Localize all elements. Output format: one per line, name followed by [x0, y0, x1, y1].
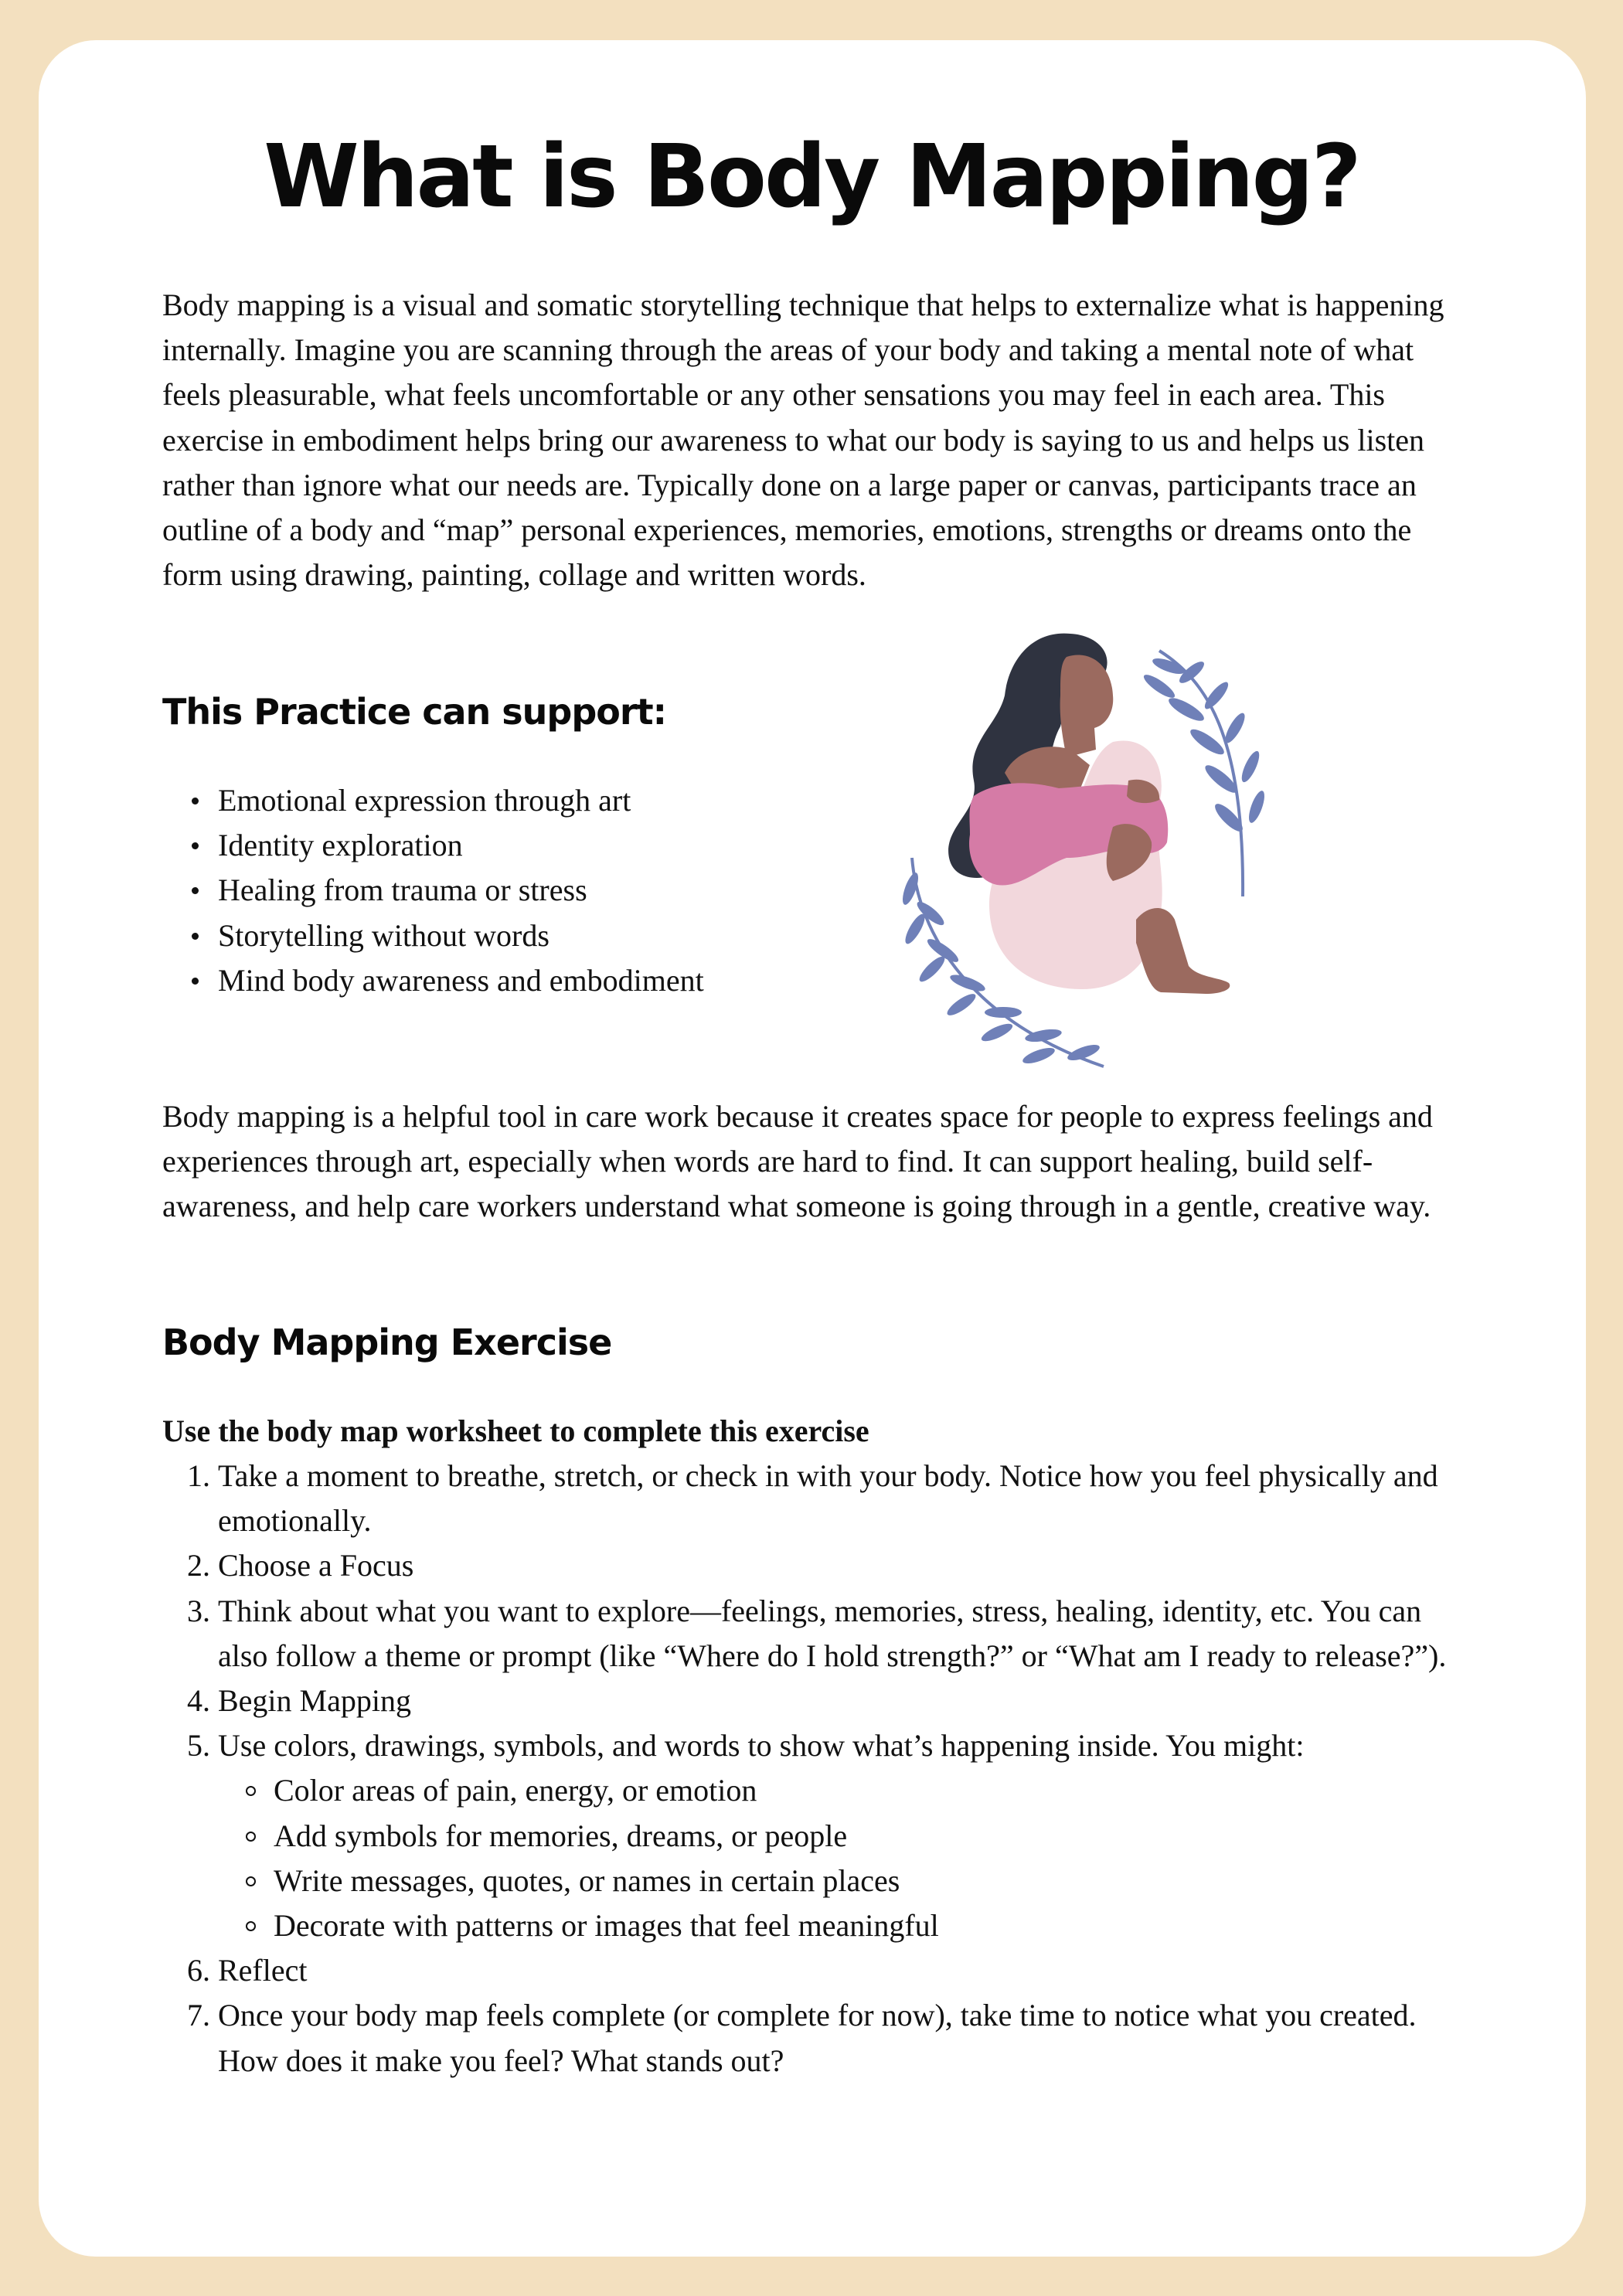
list-item: Identity exploration [162, 823, 704, 868]
step-number: 2. [187, 1548, 210, 1583]
page-title: What is Body Mapping? [264, 127, 1359, 227]
list-item: Storytelling without words [162, 913, 704, 958]
care-paragraph: Body mapping is a helpful tool in care work because it creates space for people to express feelings and experiences through art, especially when words are hard to find. It can support healing, build self-awareness, and help care workers understand what someone is going through in a gentle, creative way. [162, 1099, 1433, 1224]
step-text: Reflect [218, 1953, 308, 1988]
step-text: Choose a Focus [218, 1548, 414, 1583]
step-text: Use colors, drawings, symbols, and words to show what’s happening inside. You might: [218, 1728, 1305, 1764]
exercise-steps [162, 1454, 1468, 2083]
list-item: Healing from trauma or stress [162, 868, 704, 913]
face-shape [1060, 655, 1114, 757]
list-item: Color areas of pain, energy, or emotion [218, 1768, 1468, 1813]
step-number: 5. [187, 1728, 210, 1764]
woman-hugging-knees-illustration [881, 626, 1314, 1074]
step-number: 4. [187, 1683, 210, 1719]
step-number: 7. [187, 1998, 210, 2033]
exercise-heading: Body Mapping Exercise [162, 1321, 612, 1363]
list-item [162, 1993, 1468, 2083]
step-text: Once your body map feels complete (or complete for now), take time to notice what you created. How does it make you feel? What stands out? [218, 1998, 1417, 2078]
step-text: Begin Mapping [218, 1683, 411, 1719]
step-text: Take a moment to breathe, stretch, or check in with your body. Notice how you feel physically and emotionally. [218, 1458, 1438, 1539]
step-number: 6. [187, 1953, 210, 1988]
list-item: Mind body awareness and embodiment [162, 958, 704, 1003]
leg-shape [1136, 908, 1230, 994]
support-list [162, 778, 704, 1003]
sub-list [218, 1768, 1468, 1948]
step-number: 3. [187, 1593, 210, 1628]
support-heading: This Practice can support: [162, 691, 666, 733]
list-item: Write messages, quotes, or names in certain places [218, 1859, 1468, 1903]
list-item [162, 1948, 1468, 1993]
list-item [162, 1543, 1468, 1588]
list-item [162, 1679, 1468, 1723]
list-item: Decorate with patterns or images that feel meaningful [218, 1903, 1468, 1948]
exercise-lead: Use the body map worksheet to complete this exercise [162, 1413, 869, 1448]
step-text: Think about what you want to explore—feelings, memories, stress, healing, identity, etc. You can also follow a theme or prompt (like “Where do I hold strength?” or “What am I ready to release?”). [218, 1593, 1447, 1673]
list-item: Emotional expression through art [162, 778, 704, 823]
list-item [162, 1454, 1468, 1543]
list-item [162, 1723, 1468, 1948]
list-item [162, 1589, 1468, 1679]
list-item: Add symbols for memories, dreams, or people [218, 1814, 1468, 1859]
step-number: 1. [187, 1458, 210, 1493]
intro-paragraph: Body mapping is a visual and somatic storytelling technique that helps to externalize what is happening internally. Imagine you are scanning through the areas of your body and taking a mental note of what feels pleasurable, what feels uncomfortable or any other sensations you may feel in each area. This exercise in embodiment helps bring our awareness to what our body is saying to us and helps us listen rather than ignore what our needs are. Typically done on a large paper or canvas, participants trace an outline of a body and “map” personal experiences, memories, emotions, strengths or dreams onto the form using drawing, painting, collage and written words. [162, 287, 1444, 593]
